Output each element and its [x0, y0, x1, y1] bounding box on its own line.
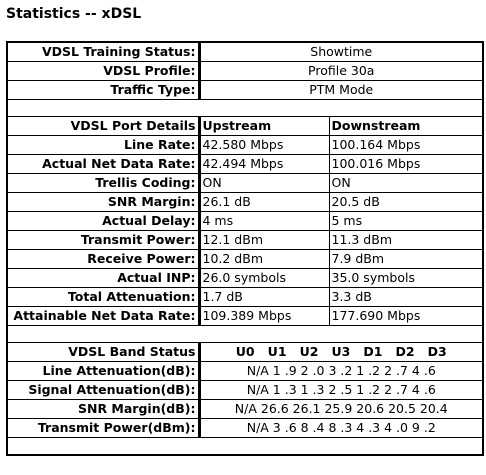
- downstream-value: 5 ms: [329, 212, 483, 231]
- upstream-value: 109.389 Mbps: [199, 307, 329, 326]
- band-columns-header: U0 U1 U2 U3 D1 D2 D3: [199, 343, 483, 362]
- separator-row: [7, 326, 483, 343]
- downstream-value: 177.690 Mbps: [329, 307, 483, 326]
- row-label: Line Rate:: [7, 136, 199, 155]
- upstream-value: 26.0 symbols: [199, 269, 329, 288]
- downstream-value: 3.3 dB: [329, 288, 483, 307]
- port-row: [7, 212, 483, 231]
- separator-cell: [7, 438, 483, 456]
- port-header-row: [7, 117, 483, 136]
- band-header-row: [7, 343, 483, 362]
- downstream-value: ON: [329, 174, 483, 193]
- port-row: [7, 155, 483, 174]
- port-row: [7, 269, 483, 288]
- row-label: Transmit Power(dBm):: [7, 419, 199, 438]
- port-row: [7, 136, 483, 155]
- training-row: [7, 81, 483, 100]
- row-label: Line Attenuation(dB):: [7, 362, 199, 381]
- xdsl-stats-table: [6, 41, 484, 456]
- band-values: N/A 1 .9 2 .0 3 .2 1 .2 2 .7 4 .6: [199, 362, 483, 381]
- row-value: Showtime: [199, 42, 483, 62]
- downstream-header: Downstream: [329, 117, 483, 136]
- row-label: Total Attenuation:: [7, 288, 199, 307]
- upstream-value: 10.2 dBm: [199, 250, 329, 269]
- band-header-label: VDSL Band Status: [7, 343, 199, 362]
- band-values: N/A 3 .6 8 .4 8 .3 4 .3 4 .0 9 .2: [199, 419, 483, 438]
- row-label: Trellis Coding:: [7, 174, 199, 193]
- separator-cell: [7, 326, 483, 343]
- row-label: Attainable Net Data Rate:: [7, 307, 199, 326]
- page-title: Statistics -- xDSL: [6, 6, 142, 22]
- upstream-value: ON: [199, 174, 329, 193]
- separator-row: [7, 100, 483, 117]
- band-row: [7, 362, 483, 381]
- upstream-value: 12.1 dBm: [199, 231, 329, 250]
- separator-cell: [7, 100, 483, 117]
- row-label: Actual INP:: [7, 269, 199, 288]
- row-label: Receive Power:: [7, 250, 199, 269]
- band-row: [7, 400, 483, 419]
- upstream-value: 1.7 dB: [199, 288, 329, 307]
- upstream-value: 42.494 Mbps: [199, 155, 329, 174]
- row-value: PTM Mode: [199, 81, 483, 100]
- row-label: Transmit Power:: [7, 231, 199, 250]
- band-values: N/A 1 .3 1 .3 2 .5 1 .2 2 .7 4 .6: [199, 381, 483, 400]
- downstream-value: 7.9 dBm: [329, 250, 483, 269]
- row-label: Actual Net Data Rate:: [7, 155, 199, 174]
- downstream-value: 11.3 dBm: [329, 231, 483, 250]
- separator-row: [7, 438, 483, 456]
- port-row: [7, 307, 483, 326]
- row-label: Traffic Type:: [7, 81, 199, 100]
- band-row: [7, 419, 483, 438]
- downstream-value: 35.0 symbols: [329, 269, 483, 288]
- downstream-value: 20.5 dB: [329, 193, 483, 212]
- row-label: VDSL Profile:: [7, 62, 199, 81]
- band-row: [7, 381, 483, 400]
- row-label: SNR Margin(dB):: [7, 400, 199, 419]
- band-values: N/A 26.6 26.1 25.9 20.6 20.5 20.4: [199, 400, 483, 419]
- training-row: [7, 42, 483, 62]
- upstream-value: 42.580 Mbps: [199, 136, 329, 155]
- row-value: Profile 30a: [199, 62, 483, 81]
- downstream-value: 100.016 Mbps: [329, 155, 483, 174]
- row-label: Signal Attenuation(dB):: [7, 381, 199, 400]
- port-header-label: VDSL Port Details: [7, 117, 199, 136]
- downstream-value: 100.164 Mbps: [329, 136, 483, 155]
- port-row: [7, 250, 483, 269]
- row-label: VDSL Training Status:: [7, 42, 199, 62]
- training-row: [7, 62, 483, 81]
- port-row: [7, 174, 483, 193]
- row-label: SNR Margin:: [7, 193, 199, 212]
- upstream-value: 4 ms: [199, 212, 329, 231]
- port-row: [7, 193, 483, 212]
- upstream-header: Upstream: [199, 117, 329, 136]
- port-row: [7, 288, 483, 307]
- port-row: [7, 231, 483, 250]
- upstream-value: 26.1 dB: [199, 193, 329, 212]
- row-label: Actual Delay:: [7, 212, 199, 231]
